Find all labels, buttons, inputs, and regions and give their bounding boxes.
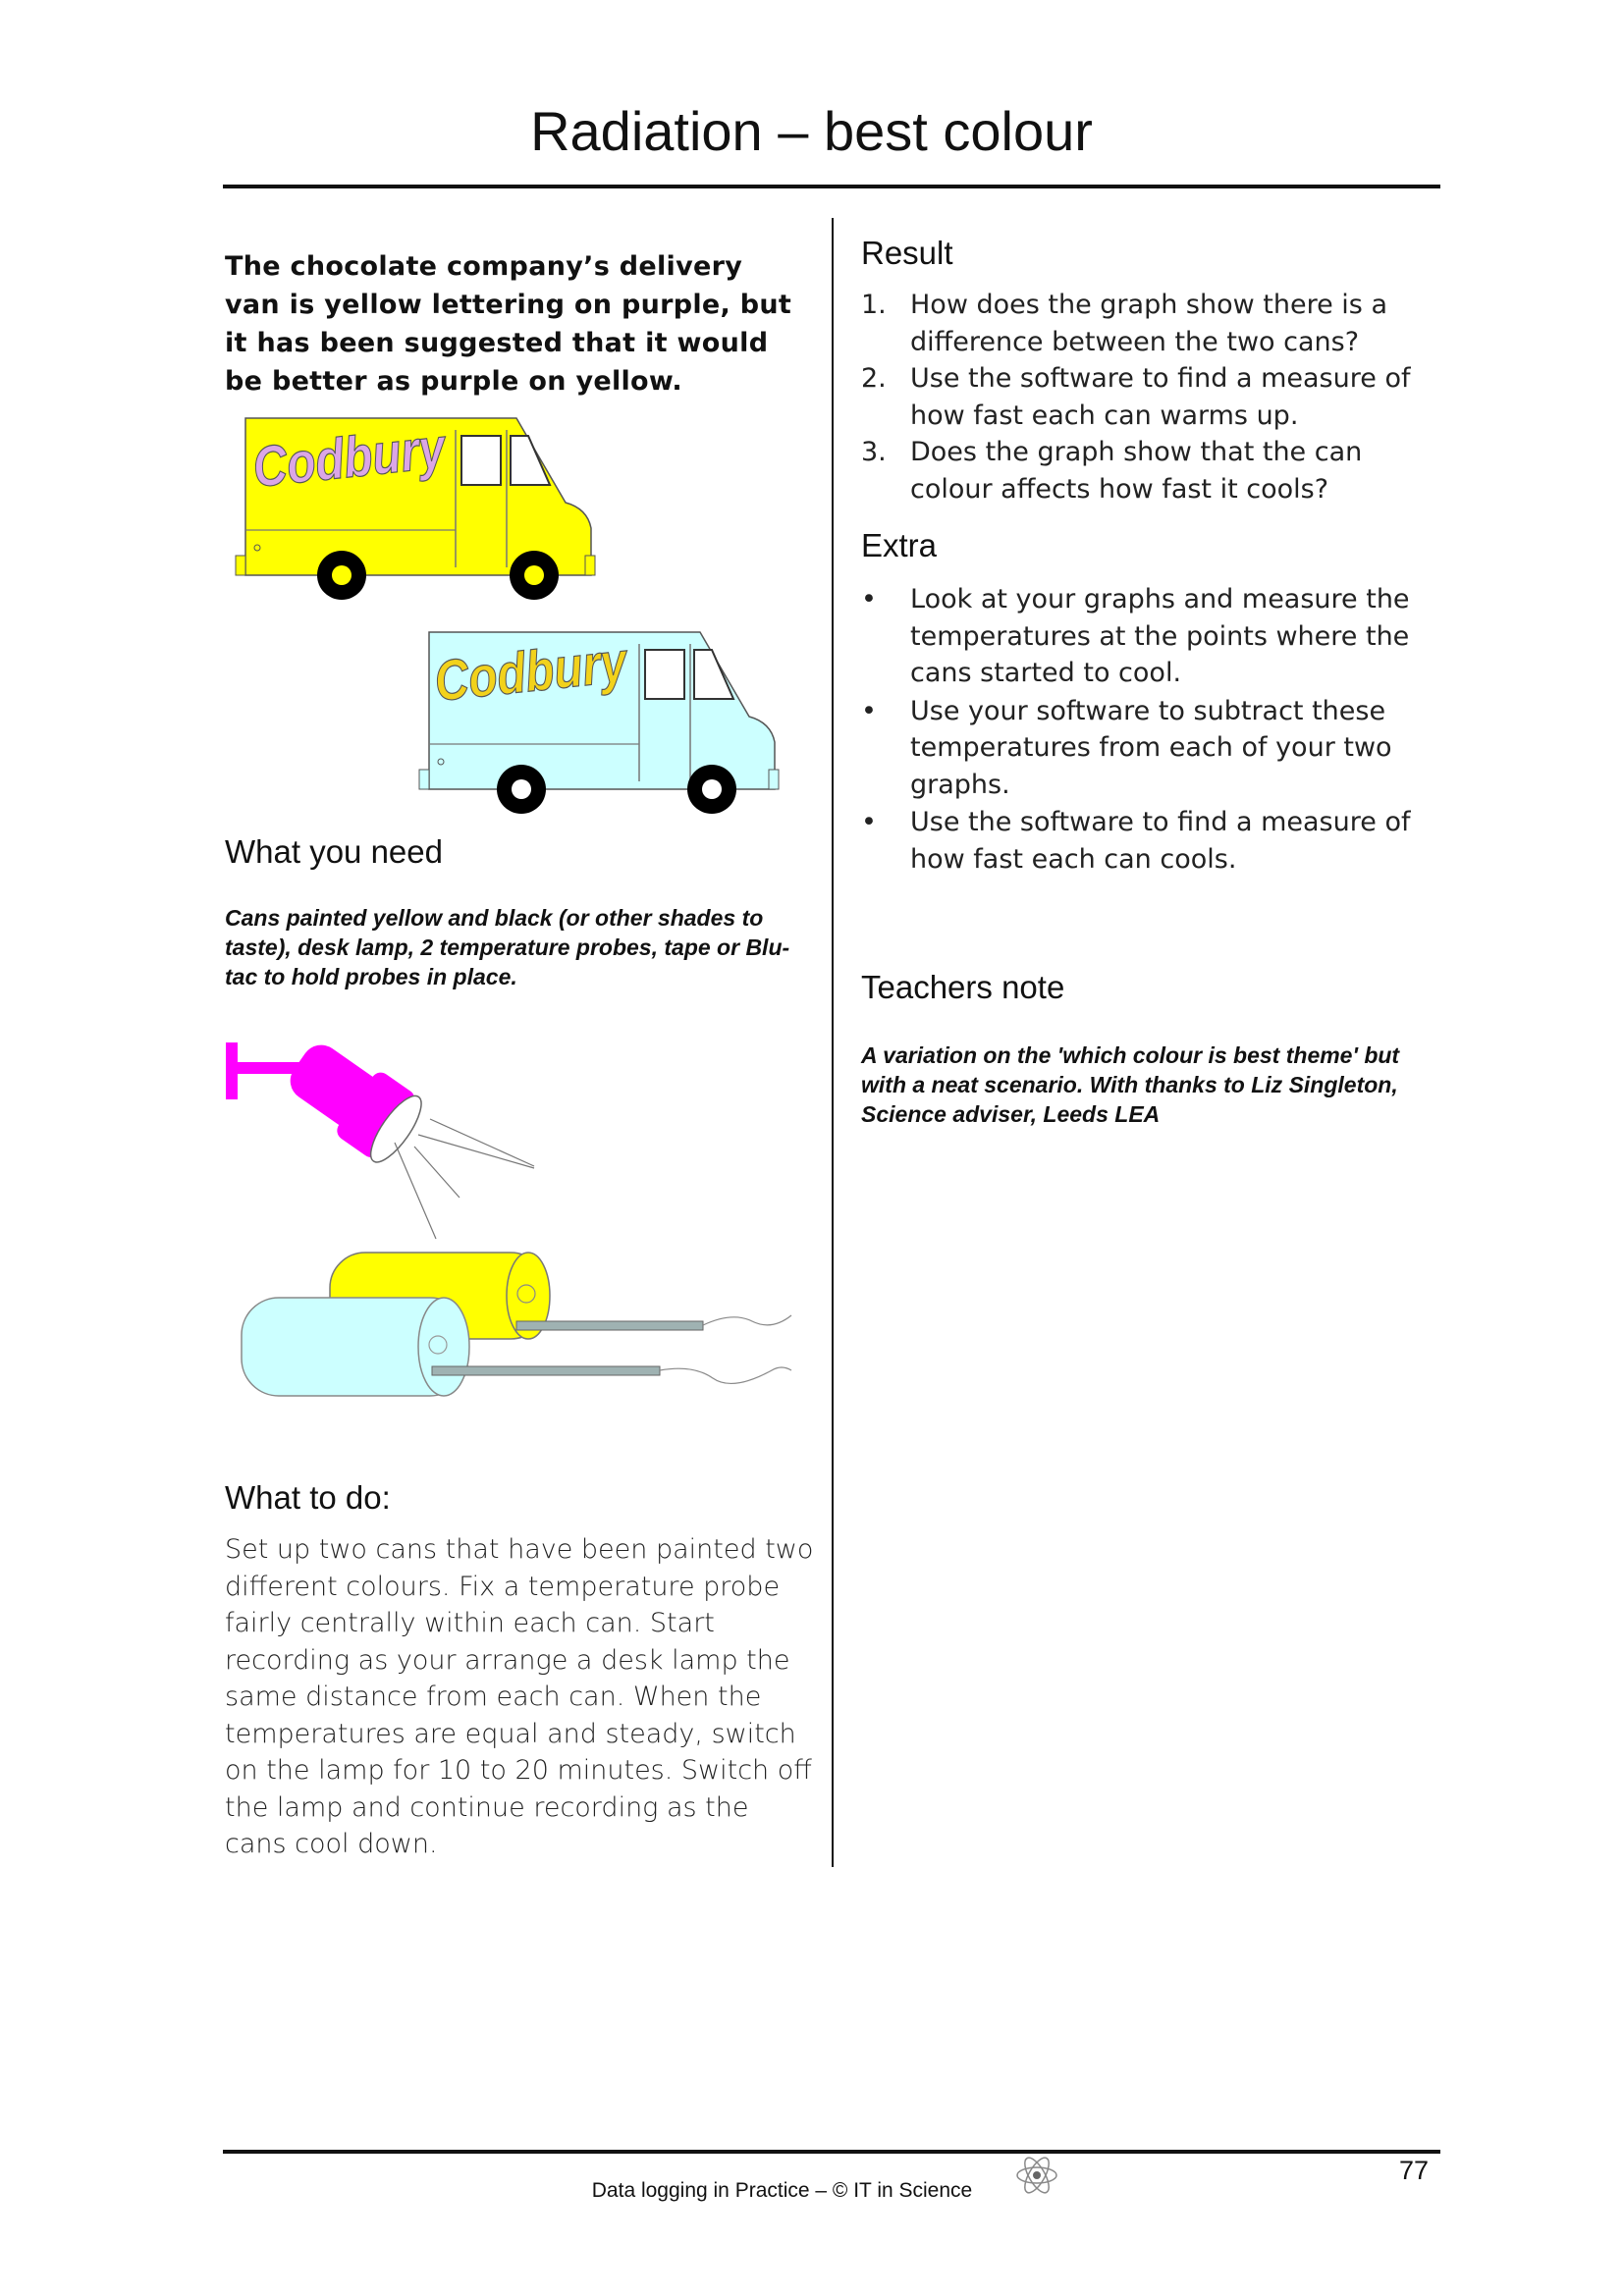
bullet-marker: • [861, 695, 877, 726]
bullet-marker: • [861, 807, 877, 837]
footer-rule [223, 2150, 1440, 2154]
list-item [861, 434, 1450, 507]
list-item-text: Does the graph show that the can colour affects how fast it cools? [910, 437, 1363, 505]
what-you-need-heading: What you need [225, 833, 443, 870]
result-list [861, 287, 1450, 507]
yellow-van-illustration [234, 410, 597, 603]
teachers-note-heading: Teachers note [861, 969, 1065, 1005]
intro-paragraph: The chocolate company’s delivery van is yellow lettering on purple, but it has been suggested that it would be better as purple on yellow. [225, 251, 792, 397]
what-to-do-text: Set up two cans that have been painted two different colours. Fix a temperature probe fairly centrally within each can. Start recording as your arrange a desk lamp the same distance from each can. When the temperatures are equal and steady, switch on the lamp for 10 to 20 minutes. Switch off the lamp and continue recording as the cans cool down. [225, 1534, 814, 1859]
atom-logo-icon [1013, 2152, 1060, 2199]
page-number: 77 [1399, 2156, 1430, 2185]
list-item-text: Use your software to subtract these temperatures from each of your two graphs. [910, 695, 1392, 800]
list-marker: 2. [861, 363, 887, 394]
van-brand-text-2: Codbury [431, 625, 672, 714]
list-item [861, 804, 1450, 878]
list-item [861, 287, 1450, 360]
page-title: Radiation – best colour [530, 100, 1093, 162]
list-marker: 3. [861, 437, 887, 467]
what-you-need-text: Cans painted yellow and black (or other shades to taste), desk lamp, 2 temperature probes, tape or Blu-tac to hold probes in place. [225, 905, 790, 989]
list-item-text: Use the software to find a measure of how fast each can cools. [910, 807, 1411, 875]
column-divider [832, 218, 834, 1867]
list-item [861, 581, 1450, 692]
list-item-text: How does the graph show there is a difference between the two cans? [910, 290, 1387, 357]
list-item-text: Use the software to find a measure of how fast each can warms up. [910, 363, 1411, 431]
teachers-note-text: A variation on the 'which colour is best theme' but with a neat scenario. With thanks to Liz Singleton, Science adviser, Leeds LEA [861, 1042, 1400, 1127]
extra-list [861, 581, 1450, 879]
list-item [861, 693, 1450, 804]
header-rule [223, 185, 1440, 188]
lamp-and-cans-illustration [222, 1021, 811, 1414]
bullet-marker: • [861, 584, 877, 614]
result-heading: Result [861, 235, 953, 271]
footer-text: Data logging in Practice – © IT in Science [591, 2179, 973, 2202]
blue-van-illustration [417, 624, 781, 817]
what-to-do-heading: What to do: [225, 1479, 391, 1516]
list-item-text: Look at your graphs and measure the temperatures at the points where the cans started to cool. [910, 584, 1410, 688]
extra-heading: Extra [861, 527, 938, 563]
van-brand-text: Codbury [249, 411, 490, 500]
list-marker: 1. [861, 290, 887, 320]
list-item [861, 360, 1450, 434]
